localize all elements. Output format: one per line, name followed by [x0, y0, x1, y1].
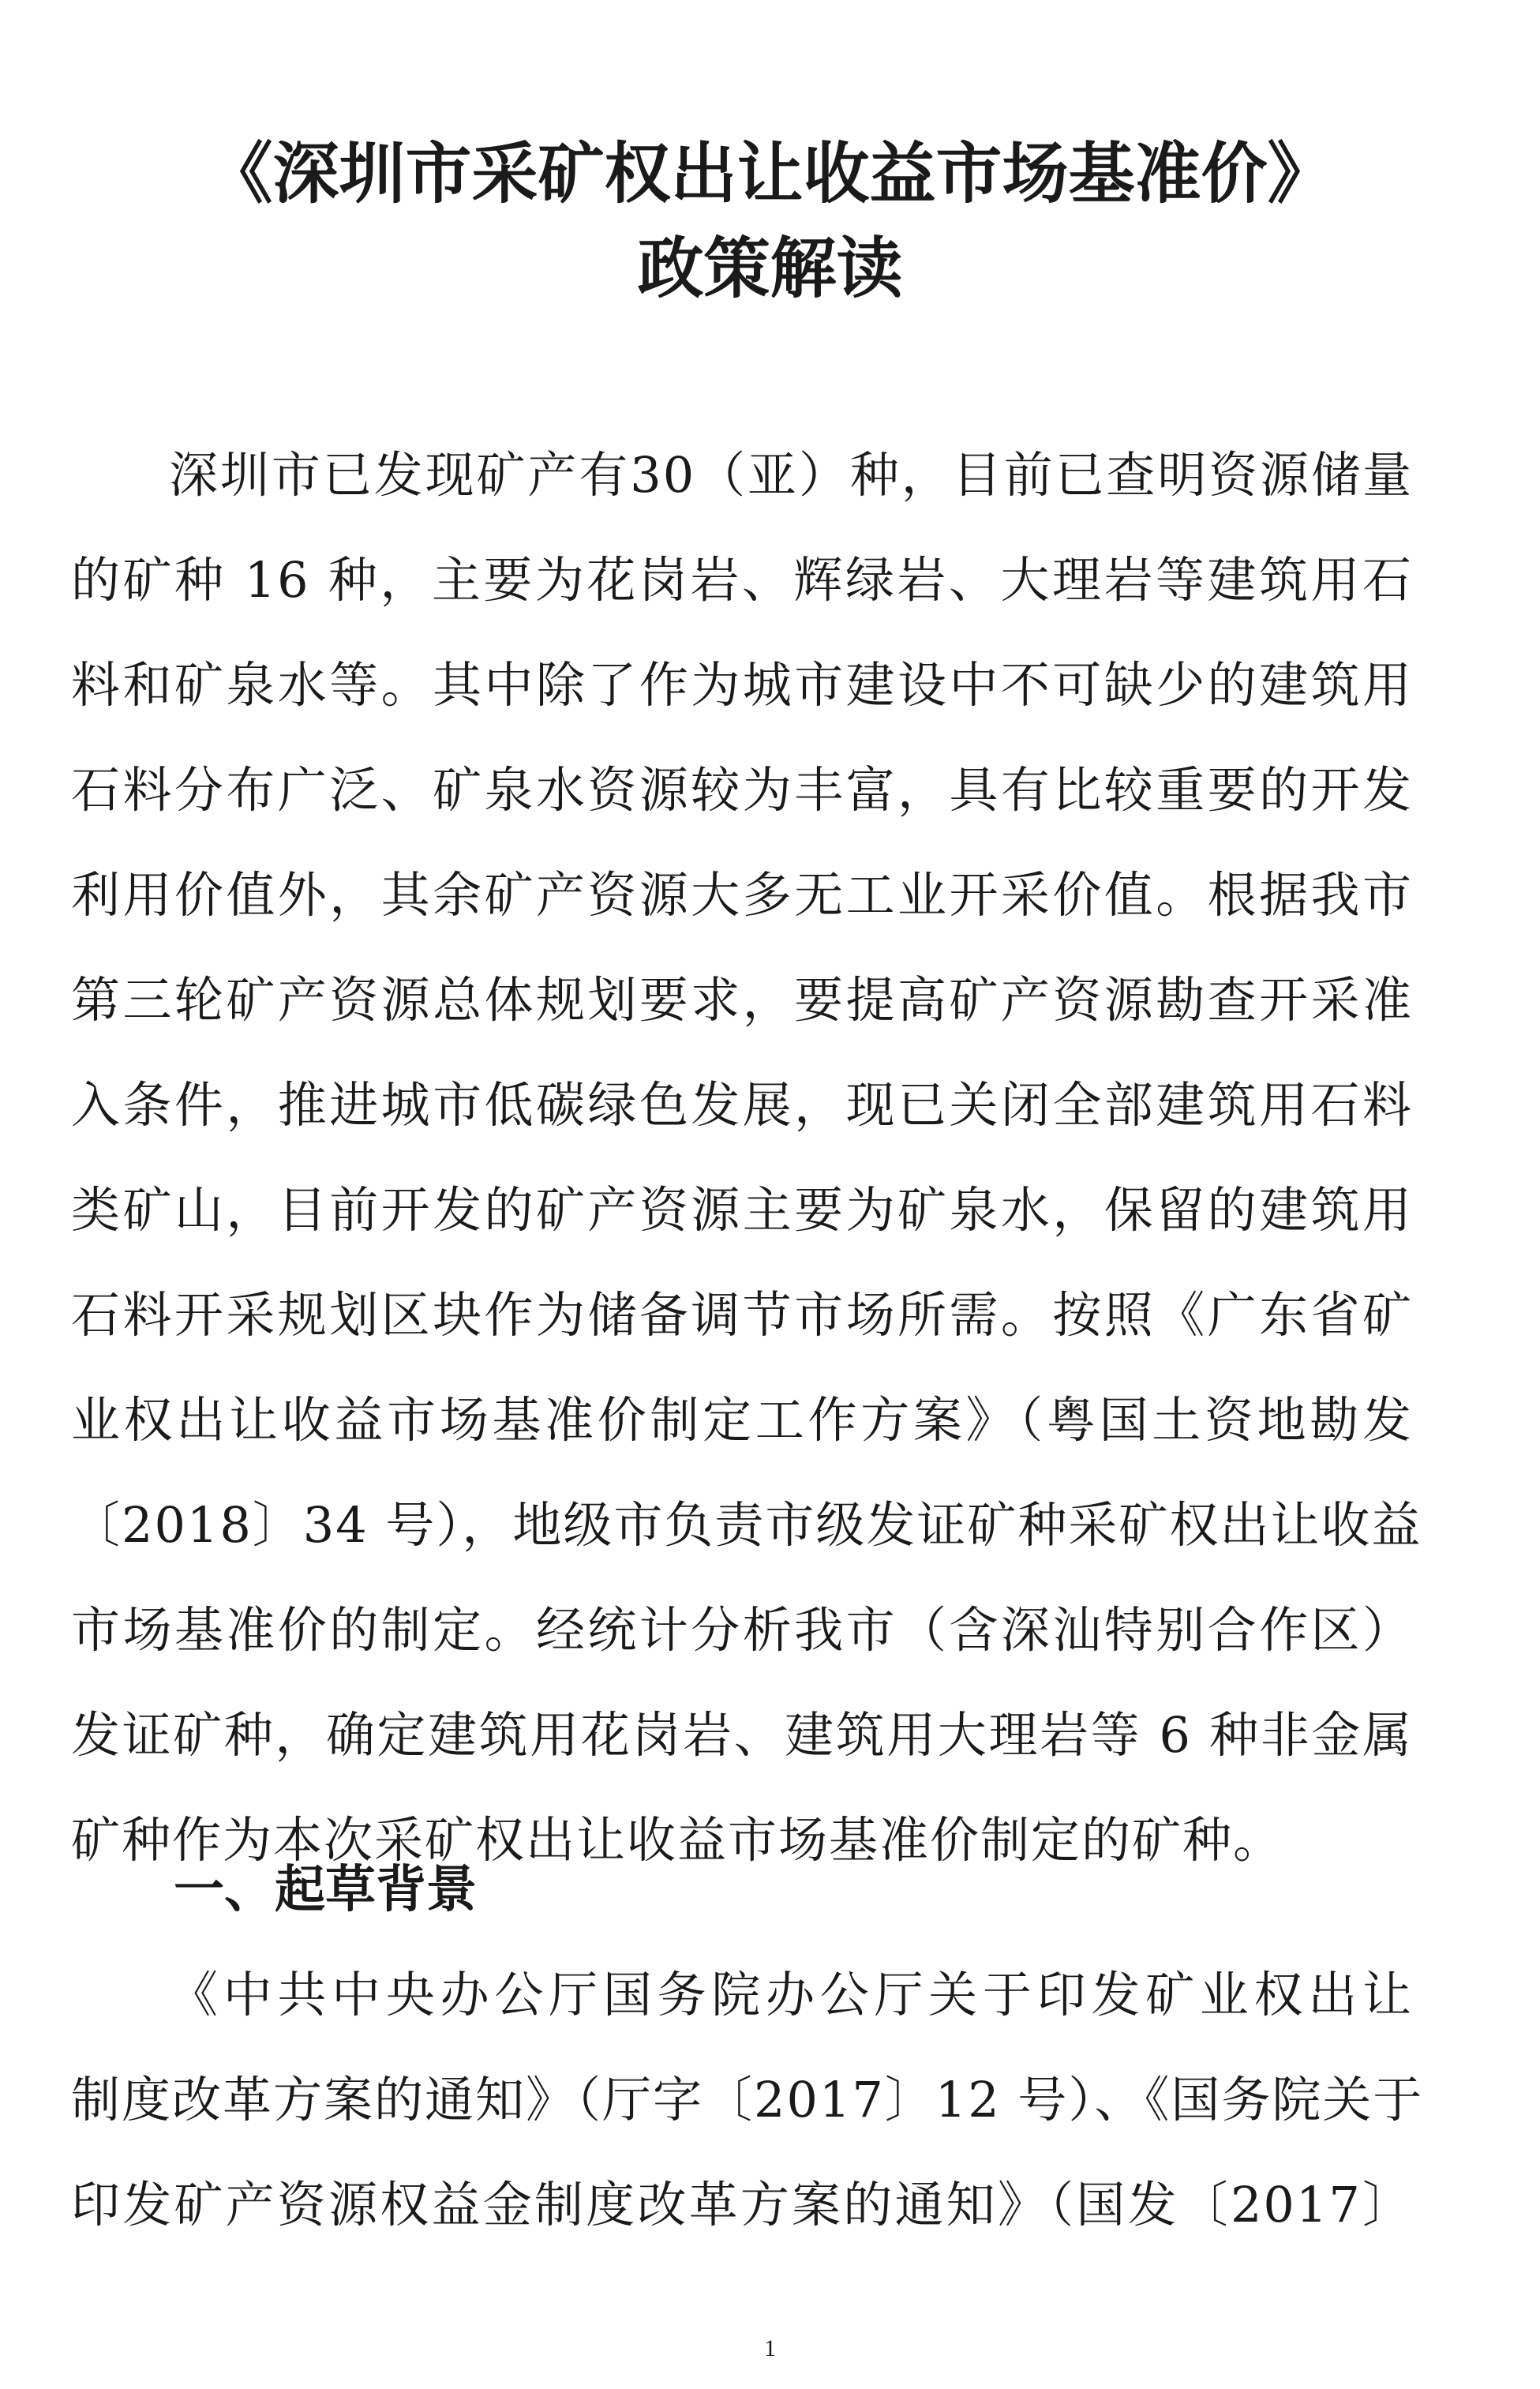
paragraph-line: 市场基准价的制定。经统计分析我市（含深汕特别合作区） — [71, 1601, 1413, 1659]
paragraph-line: 类矿山，目前开发的矿产资源主要为矿泉水，保留的建筑用 — [71, 1181, 1413, 1239]
paragraph-line: 发证矿种，确定建筑用花岗岩、建筑用大理岩等 6 种非金属 — [71, 1706, 1413, 1764]
paragraph-line: 业权出让收益市场基准价制定工作方案》（粤国土资地勘发 — [71, 1391, 1413, 1449]
document-title-line-1: 《深圳市采矿权出让收益市场基准价》 — [206, 135, 1334, 212]
paragraph-line: 的矿种 16 种，主要为花岗岩、辉绿岩、大理岩等建筑用石 — [71, 551, 1413, 609]
paragraph-intro — [71, 422, 1422, 1892]
paragraph-line: 石料分布广泛、矿泉水资源较为丰富，具有比较重要的开发 — [71, 761, 1413, 819]
paragraph-line: 第三轮矿产资源总体规划要求，要提高矿产资源勘查开采准 — [71, 971, 1413, 1029]
paragraph-line: 深圳市已发现矿产有30（亚）种，目前已查明资源储量 — [169, 446, 1413, 504]
paragraph-line: 《中共中央办公厅国务院办公厅关于印发矿业权出让 — [169, 1966, 1413, 2023]
section-heading-drafting-background: 一、起草背景 — [174, 1861, 477, 1919]
paragraph-line: 〔2018〕34 号），地级市负责市级发证矿种采矿权出让收益 — [71, 1496, 1422, 1554]
paragraph-line: 矿种作为本次采矿权出让收益市场基准价制定的矿种。 — [71, 1811, 1284, 1869]
paragraph-background — [71, 1942, 1424, 2257]
paragraph-line: 制度改革方案的通知》（厅字〔2017〕12 号）、《国务院关于 — [71, 2071, 1424, 2128]
paragraph-line: 入条件，推进城市低碳绿色发展，现已关闭全部建筑用石料 — [71, 1076, 1413, 1134]
paragraph-line: 石料开采规划区块作为储备调节市场所需。按照《广东省矿 — [71, 1286, 1413, 1344]
page-number: 1 — [764, 2335, 776, 2361]
paragraph-line: 料和矿泉水等。其中除了作为城市建设中不可缺少的建筑用 — [71, 656, 1413, 714]
paragraph-line: 利用价值外，其余矿产资源大多无工业开采价值。根据我市 — [71, 866, 1413, 924]
document-title-line-2: 政策解读 — [637, 230, 903, 307]
paragraph-line: 印发矿产资源权益金制度改革方案的通知》（国发〔2017〕 — [71, 2176, 1413, 2233]
